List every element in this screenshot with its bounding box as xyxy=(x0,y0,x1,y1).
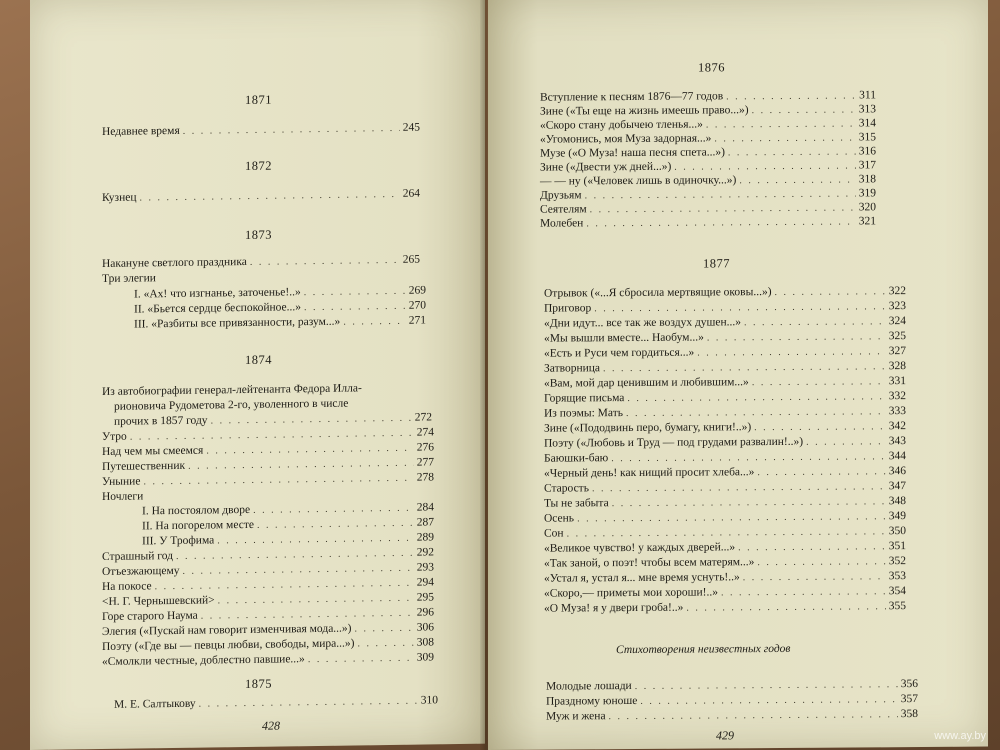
entry-page: 269 xyxy=(408,284,426,297)
dot-leader xyxy=(609,708,898,723)
dot-leader xyxy=(744,315,886,329)
dot-leader xyxy=(155,577,414,594)
dot-leader xyxy=(594,300,886,315)
entry-title: Кузнец xyxy=(102,191,137,204)
entry-page: 352 xyxy=(888,555,906,568)
entry-title: Недавнее время xyxy=(102,124,180,138)
toc-entry-title[interactable]: Три элегии xyxy=(102,272,156,285)
dot-leader xyxy=(304,300,406,314)
entry-page: 318 xyxy=(858,173,876,186)
entry-title: I. На постоялом дворе xyxy=(142,503,251,518)
dot-leader xyxy=(590,201,856,216)
toc-entry[interactable] xyxy=(544,540,906,556)
year-heading: 1872 xyxy=(245,158,272,173)
entry-title: Из поэмы: Мать xyxy=(544,407,623,420)
entry-page: 276 xyxy=(416,441,434,454)
entry-title: Молебен xyxy=(540,217,584,230)
entry-title: «Есть и Руси чем гордиться...» xyxy=(544,346,695,360)
dot-leader xyxy=(635,678,898,693)
entry-title: Зине («Двести уж дней...») xyxy=(540,160,672,174)
toc-entry[interactable] xyxy=(540,103,876,118)
entry-page: 356 xyxy=(900,677,918,691)
year-heading: 1874 xyxy=(245,352,272,367)
entry-page: 311 xyxy=(859,89,876,102)
dot-leader xyxy=(674,159,855,173)
entry-title: Зине («Пододвинь перо, бумагу, книги!..») xyxy=(544,421,752,435)
entry-page: 292 xyxy=(416,546,434,559)
dot-leader xyxy=(627,390,885,405)
toc-entry[interactable] xyxy=(540,117,876,132)
entry-page: 357 xyxy=(900,692,918,706)
dot-leader xyxy=(626,405,886,420)
entry-page: 313 xyxy=(858,103,876,116)
entry-title: Вступление к песням 1876—77 годов xyxy=(540,90,724,104)
entry-title: М. Е. Салтыкову xyxy=(114,697,196,711)
entry-page: 309 xyxy=(416,651,434,664)
dot-leader xyxy=(308,652,414,666)
entry-page: 295 xyxy=(416,591,434,604)
dot-leader xyxy=(640,693,897,708)
year-heading: 1873 xyxy=(245,227,272,242)
entry-title: Сеятелям xyxy=(540,203,587,216)
dot-leader xyxy=(806,435,886,449)
toc-entry[interactable] xyxy=(544,285,906,301)
toc-entry[interactable] xyxy=(544,420,906,436)
entry-title: «Черный день! как нищий просит хлеба...» xyxy=(544,466,755,480)
dot-leader xyxy=(357,637,413,651)
entry-title: «Смолкли честные, доблестно павшие...» xyxy=(102,653,305,668)
entry-title: «Мы вышли вместе... Наобум...» xyxy=(544,331,704,345)
entry-title: «О Муза! я у двери гроба!..» xyxy=(544,601,684,615)
toc-entry[interactable] xyxy=(540,89,876,104)
toc-entry[interactable] xyxy=(102,122,420,139)
dot-leader xyxy=(726,89,856,103)
dot-leader xyxy=(754,420,886,434)
toc-entry[interactable] xyxy=(540,131,876,146)
entry-page: 264 xyxy=(402,187,420,200)
toc-entry[interactable] xyxy=(540,145,876,160)
toc-entry[interactable] xyxy=(114,694,438,712)
entry-page: 289 xyxy=(416,531,434,544)
dot-leader xyxy=(752,103,856,117)
entry-title: Элегия («Пускай нам говорит изменчивая мода...») xyxy=(102,622,352,638)
toc-entry-title[interactable]: Ночлеги xyxy=(102,490,144,503)
left-page xyxy=(30,0,485,750)
dot-leader xyxy=(775,285,886,299)
entry-title: I. «Ах! что изгнанье, заточенье!..» xyxy=(134,286,301,301)
entry-page: 272 xyxy=(414,411,432,424)
dot-leader xyxy=(707,330,886,344)
entry-title: Горящие письма xyxy=(544,392,625,405)
dot-leader xyxy=(567,525,886,540)
entry-page: 354 xyxy=(888,585,906,598)
entry-title: Затворница xyxy=(544,362,601,375)
toc-entry[interactable] xyxy=(142,531,434,548)
entry-title: III. «Разбиты все привязанности, разум...» xyxy=(134,315,341,331)
dot-leader xyxy=(304,285,406,299)
entry-page: 342 xyxy=(888,420,906,433)
right-page xyxy=(488,0,988,750)
dot-leader xyxy=(757,555,885,569)
entry-page: 350 xyxy=(888,525,906,538)
toc-entry[interactable] xyxy=(544,600,906,616)
dot-leader xyxy=(183,122,400,138)
toc-entry[interactable] xyxy=(544,330,906,346)
page-number: 429 xyxy=(716,728,734,743)
dot-leader xyxy=(176,547,414,563)
toc-entry[interactable] xyxy=(544,465,906,481)
toc-entry[interactable] xyxy=(142,501,434,518)
dot-leader xyxy=(253,502,414,517)
entry-page: 319 xyxy=(858,187,876,200)
entry-page: 277 xyxy=(416,456,434,469)
entry-title: «Великое чувство! у каждых дверей...» xyxy=(544,541,736,555)
toc-entry[interactable] xyxy=(544,555,906,571)
entry-title: Накануне светлого праздника xyxy=(102,255,247,270)
entry-page: 308 xyxy=(416,636,434,649)
dot-leader xyxy=(577,510,886,525)
toc-entry[interactable] xyxy=(544,480,906,496)
entry-title: Праздному юноше xyxy=(546,694,638,708)
dot-leader xyxy=(757,465,885,479)
page-number: 428 xyxy=(262,718,280,733)
section-title: Стихотворения неизвестных годов xyxy=(616,642,791,657)
entry-page: 271 xyxy=(408,314,426,327)
dot-leader xyxy=(752,375,886,389)
toc-entry[interactable] xyxy=(134,314,426,331)
dot-leader xyxy=(612,495,886,510)
entry-page: 306 xyxy=(416,621,434,634)
entry-title: Ты не забыта xyxy=(544,497,609,510)
entry-page: 316 xyxy=(858,145,876,158)
toc-entry[interactable] xyxy=(102,651,434,669)
entry-page: 294 xyxy=(416,576,434,589)
entry-title: «Угомонись, моя Муза задорная...» xyxy=(540,132,712,146)
toc-entry[interactable] xyxy=(544,435,906,451)
entry-title: Отрывок («...Я сбросила мертвящие оковы...») xyxy=(544,286,772,300)
toc-entry[interactable] xyxy=(544,375,906,391)
entry-page: 321 xyxy=(858,215,876,228)
dot-leader xyxy=(183,562,414,578)
dot-leader xyxy=(206,442,413,458)
entry-title: Баюшки-баю xyxy=(544,452,609,465)
entry-title: Отъезжающему xyxy=(102,564,180,578)
toc-entry[interactable] xyxy=(134,284,426,301)
entry-title: «Так заной, о поэт! чтобы всем матерям...» xyxy=(544,556,755,570)
dot-leader xyxy=(140,188,400,205)
toc-entry[interactable] xyxy=(102,254,420,271)
entry-page: 310 xyxy=(420,694,438,707)
toc-entry[interactable] xyxy=(540,173,876,188)
entry-title: III. У Трофима xyxy=(142,534,215,548)
dot-leader xyxy=(585,187,856,202)
entry-title: «Дни идут... все так же воздух душен...» xyxy=(544,316,742,330)
dot-leader xyxy=(257,517,414,532)
entry-page: 353 xyxy=(888,570,906,583)
dot-leader xyxy=(143,472,413,489)
entry-title: Приговор xyxy=(544,302,592,315)
dot-leader xyxy=(721,585,886,599)
dot-leader xyxy=(739,173,855,187)
toc-entry[interactable] xyxy=(544,345,906,361)
entry-title: На покосе xyxy=(102,580,152,593)
year-heading: 1875 xyxy=(245,676,272,691)
dot-leader xyxy=(199,695,418,711)
dot-leader xyxy=(343,315,405,329)
toc-entry[interactable] xyxy=(540,201,876,216)
dot-leader xyxy=(355,622,414,636)
entry-page: 274 xyxy=(416,426,434,439)
entry-title: II. На погорелом месте xyxy=(142,518,254,533)
entry-page: 278 xyxy=(416,471,434,484)
entry-page: 332 xyxy=(888,390,906,403)
toc-entry[interactable] xyxy=(540,215,876,230)
entry-page: 355 xyxy=(888,600,906,613)
entry-title: прочих в 1857 году xyxy=(114,414,208,428)
entry-title: «Скоро стану добычею тленья...» xyxy=(540,118,703,132)
entry-title: «Устал я, устал я... мне время уснуть!..» xyxy=(544,571,740,585)
entry-title: II. «Бьется сердце беспокойное...» xyxy=(134,301,302,316)
entry-page: 320 xyxy=(858,201,876,214)
toc-entry[interactable] xyxy=(544,585,906,601)
entry-page: 322 xyxy=(888,285,906,298)
entry-page: 245 xyxy=(402,121,420,134)
entry-title: Музе («О Муза! наша песня спета...») xyxy=(540,146,725,160)
entry-title: Осень xyxy=(544,512,575,525)
dot-leader xyxy=(686,600,885,614)
entry-page: 265 xyxy=(402,253,420,266)
entry-page: 315 xyxy=(858,131,876,144)
dot-leader xyxy=(218,592,414,608)
entry-page: 328 xyxy=(888,360,906,373)
toc-entry[interactable] xyxy=(540,187,876,202)
toc-entry[interactable] xyxy=(544,315,906,331)
entry-page: 333 xyxy=(888,405,906,418)
entry-title: — — ну («Человек лишь в одиночку...») xyxy=(540,174,737,188)
dot-leader xyxy=(611,450,885,465)
entry-page: 358 xyxy=(900,707,918,721)
dot-leader xyxy=(738,540,886,554)
dot-leader xyxy=(706,117,856,131)
entry-page: 314 xyxy=(858,117,876,130)
entry-page: 331 xyxy=(888,375,906,388)
toc-entry[interactable] xyxy=(102,188,420,205)
entry-page: 324 xyxy=(888,315,906,328)
dot-leader xyxy=(592,480,886,495)
entry-page: 351 xyxy=(888,540,906,553)
toc-entry[interactable] xyxy=(540,159,876,174)
toc-entry[interactable] xyxy=(544,570,906,586)
entry-title: Страшный год xyxy=(102,550,174,563)
entry-title: <Н. Г. Чернышевский> xyxy=(102,594,215,608)
watermark: www.ay.by xyxy=(934,730,986,742)
toc-entry[interactable] xyxy=(544,300,906,316)
dot-leader xyxy=(586,215,855,230)
entry-title: Зине («Ты еще на жизнь имеешь право...») xyxy=(540,104,749,118)
dot-leader xyxy=(250,254,400,269)
toc-entry[interactable] xyxy=(546,708,918,724)
entry-title: Путешественник xyxy=(102,459,186,473)
entry-page: 296 xyxy=(416,606,434,619)
toc-entry[interactable] xyxy=(544,390,906,406)
toc-entry[interactable] xyxy=(142,516,434,533)
year-heading: 1871 xyxy=(245,92,272,107)
dot-leader xyxy=(201,607,414,623)
dot-leader xyxy=(743,570,886,584)
entry-title: «Вам, мой дар ценившим и любившим...» xyxy=(544,376,749,390)
dot-leader xyxy=(188,457,414,473)
entry-page: 343 xyxy=(888,435,906,448)
entry-title: Старость xyxy=(544,482,589,495)
dot-leader xyxy=(217,532,413,548)
year-heading: 1877 xyxy=(703,256,730,271)
entry-page: 348 xyxy=(888,495,906,508)
entry-title: Друзьям xyxy=(540,189,582,202)
dot-leader xyxy=(714,131,855,145)
entry-title: Уныние xyxy=(102,475,141,488)
entry-page: 323 xyxy=(888,300,906,313)
entry-title: Горе старого Наума xyxy=(102,609,198,623)
toc-entry-title[interactable]: рионовича Рудометова 2-го, уволенного в числе xyxy=(114,397,349,413)
entry-page: 349 xyxy=(888,510,906,523)
toc-entry[interactable] xyxy=(546,693,918,709)
toc-entry[interactable] xyxy=(544,510,906,526)
entry-title: Утро xyxy=(102,430,127,443)
toc-entry[interactable] xyxy=(544,525,906,541)
entry-page: 344 xyxy=(888,450,906,463)
toc-entry[interactable] xyxy=(546,678,918,694)
toc-entry[interactable] xyxy=(544,495,906,511)
entry-page: 287 xyxy=(416,516,434,529)
dot-leader xyxy=(130,427,414,444)
dot-leader xyxy=(728,145,856,159)
toc-entry[interactable] xyxy=(134,299,426,316)
entry-title: Поэту («Где вы — певцы любви, свободы, мира...») xyxy=(102,637,355,653)
toc-entry[interactable] xyxy=(544,405,906,421)
entry-title: Поэту («Любовь и Труд — под грудами развалин!..») xyxy=(544,435,804,450)
entry-title: Над чем мы смеемся xyxy=(102,444,204,458)
entry-title: Муж и жена xyxy=(546,710,606,723)
dot-leader xyxy=(211,412,412,428)
toc-entry[interactable] xyxy=(102,471,434,489)
year-heading: 1876 xyxy=(698,60,725,75)
entry-page: 346 xyxy=(888,465,906,478)
entry-page: 347 xyxy=(888,480,906,493)
entry-title: «Скоро,— приметы мои хороши!..» xyxy=(544,586,718,600)
entry-page: 327 xyxy=(888,345,906,358)
entry-page: 325 xyxy=(888,330,906,343)
entry-title: Сон xyxy=(544,527,564,540)
entry-page: 293 xyxy=(416,561,434,574)
entry-title: Молодые лошади xyxy=(546,679,632,693)
entry-page: 317 xyxy=(858,159,876,172)
dot-leader xyxy=(697,345,886,359)
toc-entry[interactable] xyxy=(544,360,906,376)
toc-entry[interactable] xyxy=(544,450,906,466)
entry-page: 270 xyxy=(408,299,426,312)
toc-entry-title[interactable]: Из автобиографии генерал-лейтенанта Федора Илла- xyxy=(102,382,362,398)
dot-leader xyxy=(603,360,886,375)
entry-page: 284 xyxy=(416,501,434,514)
